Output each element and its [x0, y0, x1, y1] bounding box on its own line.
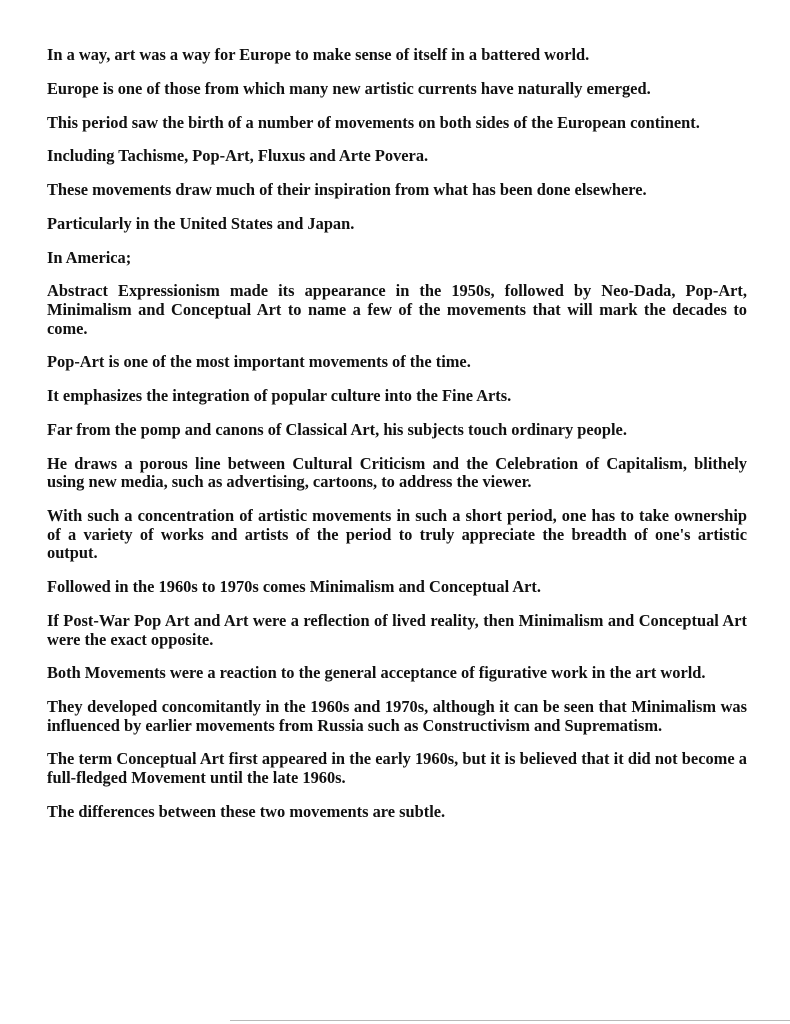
paragraph: It emphasizes the integration of popular culture into the Fine Arts. — [47, 386, 512, 406]
paragraph: Particularly in the United States and Japan. — [47, 213, 355, 233]
paragraph: Far from the pomp and canons of Classical Art, his subjects touch ordinary people. — [47, 420, 627, 439]
bottom-edge-line — [230, 1020, 790, 1021]
body-text — [47, 46, 747, 837]
paragraph: This period saw the birth of a number of movements on both sides of the European continent. — [47, 112, 700, 132]
paragraph: Europe is one of those from which many new artistic currents have naturally emerged. — [47, 78, 651, 98]
paragraph: Including Tachisme, Pop-Art, Fluxus and Arte Povera. — [47, 146, 429, 166]
paragraph: They developed concomitantly in the 1960s and 1970s, although it can be seen that Minimalism was influenced by earlier movements from Russia such as Constructivism and Suprematism. — [47, 697, 747, 735]
paragraph: In America; — [47, 247, 132, 267]
paragraph: The term Conceptual Art first appeared in the early 1960s, but it is believed that it did not become a full-fledged Movement until the late 1960s. — [47, 749, 747, 788]
paragraph: Abstract Expressionism made its appearance in the 1950s, followed by Neo-Dada, Pop-Art, Minimalism and Conceptual Art to name a few of the movements that will mark the decades to come. — [47, 281, 747, 338]
paragraph: In a way, art was a way for Europe to make sense of itself in a battered world. — [47, 45, 590, 64]
paragraph: Both Movements were a reaction to the general acceptance of figurative work in the art world. — [47, 663, 706, 683]
paragraph: Followed in the 1960s to 1970s comes Minimalism and Conceptual Art. — [47, 577, 541, 597]
paragraph: The differences between these two movements are subtle. — [47, 801, 446, 821]
paragraph: With such a concentration of artistic movements in such a short period, one has to take ownership of a variety of works and artists of the period to truly appreciate the breadth of one's artistic output. — [47, 506, 747, 563]
paragraph: These movements draw much of their inspiration from what has been done elsewhere. — [47, 180, 647, 200]
paragraph: Pop-Art is one of the most important movements of the time. — [47, 352, 471, 372]
paragraph: He draws a porous line between Cultural Criticism and the Celebration of Capitalism, blithely using new media, such as advertising, cartoons, to address the viewer. — [47, 453, 747, 492]
paragraph: If Post-War Pop Art and Art were a reflection of lived reality, then Minimalism and Conceptual Art were the exact opposite. — [47, 610, 747, 649]
